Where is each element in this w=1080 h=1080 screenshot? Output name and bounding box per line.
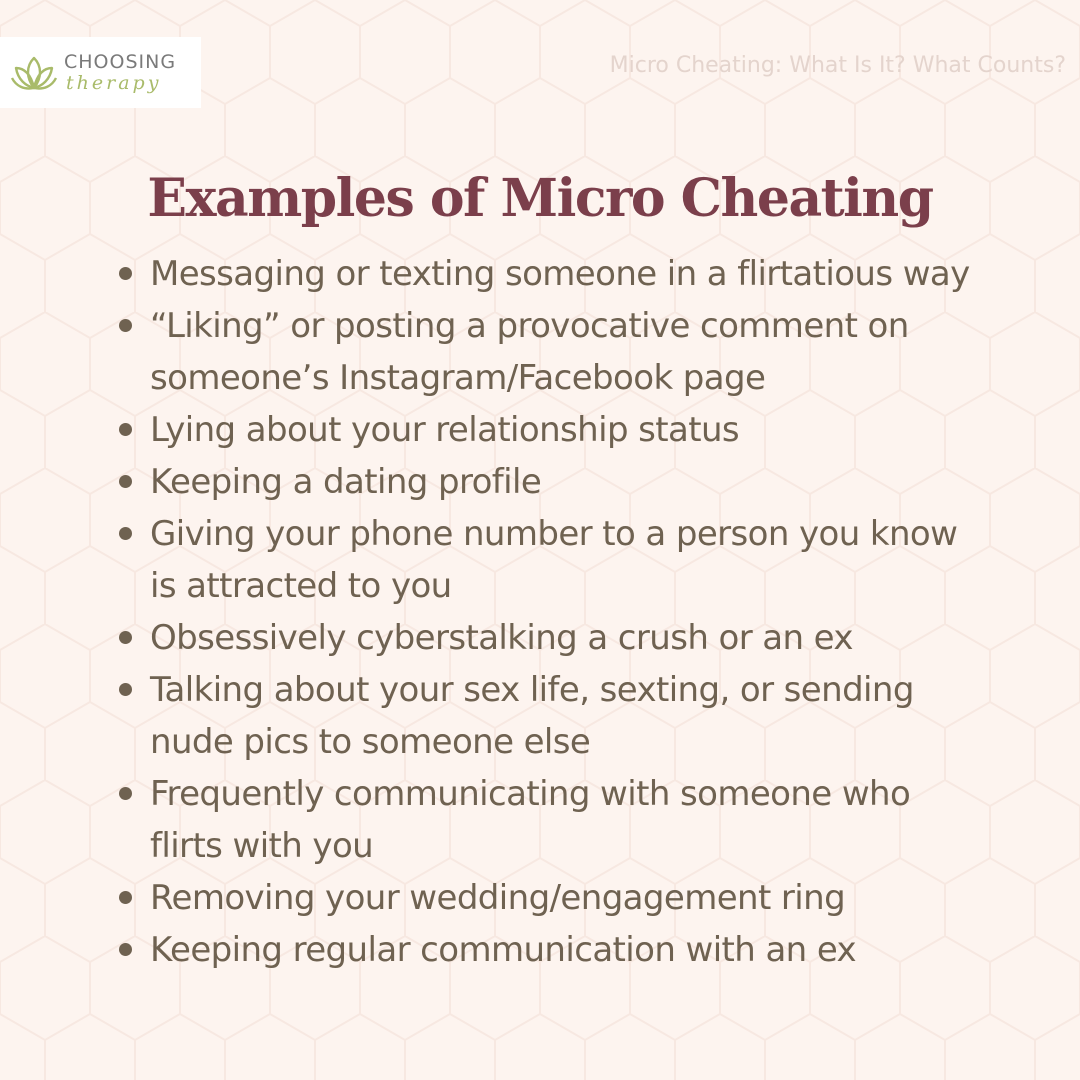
bullet-dot-icon (119, 423, 132, 436)
brand-name-top: CHOOSING (64, 51, 177, 73)
list-item (116, 404, 1046, 456)
list-item-text: someone’s Instagram/Facebook page (150, 358, 766, 398)
list-item-text: Removing your wedding/engagement ring (150, 878, 846, 918)
list-item (116, 456, 1046, 508)
bullet-dot-icon (119, 527, 132, 540)
list-item-text: Keeping regular communication with an ex (150, 930, 857, 970)
lotus-icon (10, 54, 58, 94)
list-item (116, 300, 1046, 404)
article-caption: Micro Cheating: What Is It? What Counts? (609, 53, 1066, 78)
list-item-text: nude pics to someone else (150, 722, 591, 762)
list-item-text: is attracted to you (150, 566, 452, 606)
page-title: Examples of Micro Cheating (147, 168, 933, 229)
list-item-text: Giving your phone number to a person you know (150, 514, 958, 554)
bullet-dot-icon (119, 891, 132, 904)
list-item-text: Keeping a dating profile (150, 462, 542, 502)
list-item (116, 508, 1046, 612)
bullet-dot-icon (119, 683, 132, 696)
list-item-text: Lying about your relationship status (150, 410, 740, 450)
list-item-text: Talking about your sex life, sexting, or sending (150, 670, 914, 710)
bullet-dot-icon (119, 631, 132, 644)
list-item (116, 664, 1046, 768)
brand-logo[interactable] (0, 37, 201, 108)
list-item-text: Messaging or texting someone in a flirtatious way (150, 254, 970, 294)
list-item-text: Obsessively cyberstalking a crush or an ex (150, 618, 853, 658)
list-item (116, 612, 1046, 664)
examples-list (116, 248, 1046, 976)
list-item-text: Frequently communicating with someone who (150, 774, 911, 814)
bullet-dot-icon (119, 787, 132, 800)
list-item (116, 248, 1046, 300)
bullet-dot-icon (119, 267, 132, 280)
brand-name-bottom: therapy (66, 72, 162, 94)
bullet-dot-icon (119, 943, 132, 956)
list-item (116, 768, 1046, 872)
list-item-text: “Liking” or posting a provocative comment on (150, 306, 909, 346)
bullet-dot-icon (119, 319, 132, 332)
bullet-dot-icon (119, 475, 132, 488)
list-item (116, 872, 1046, 924)
list-item (116, 924, 1046, 976)
list-item-text: flirts with you (150, 826, 374, 866)
